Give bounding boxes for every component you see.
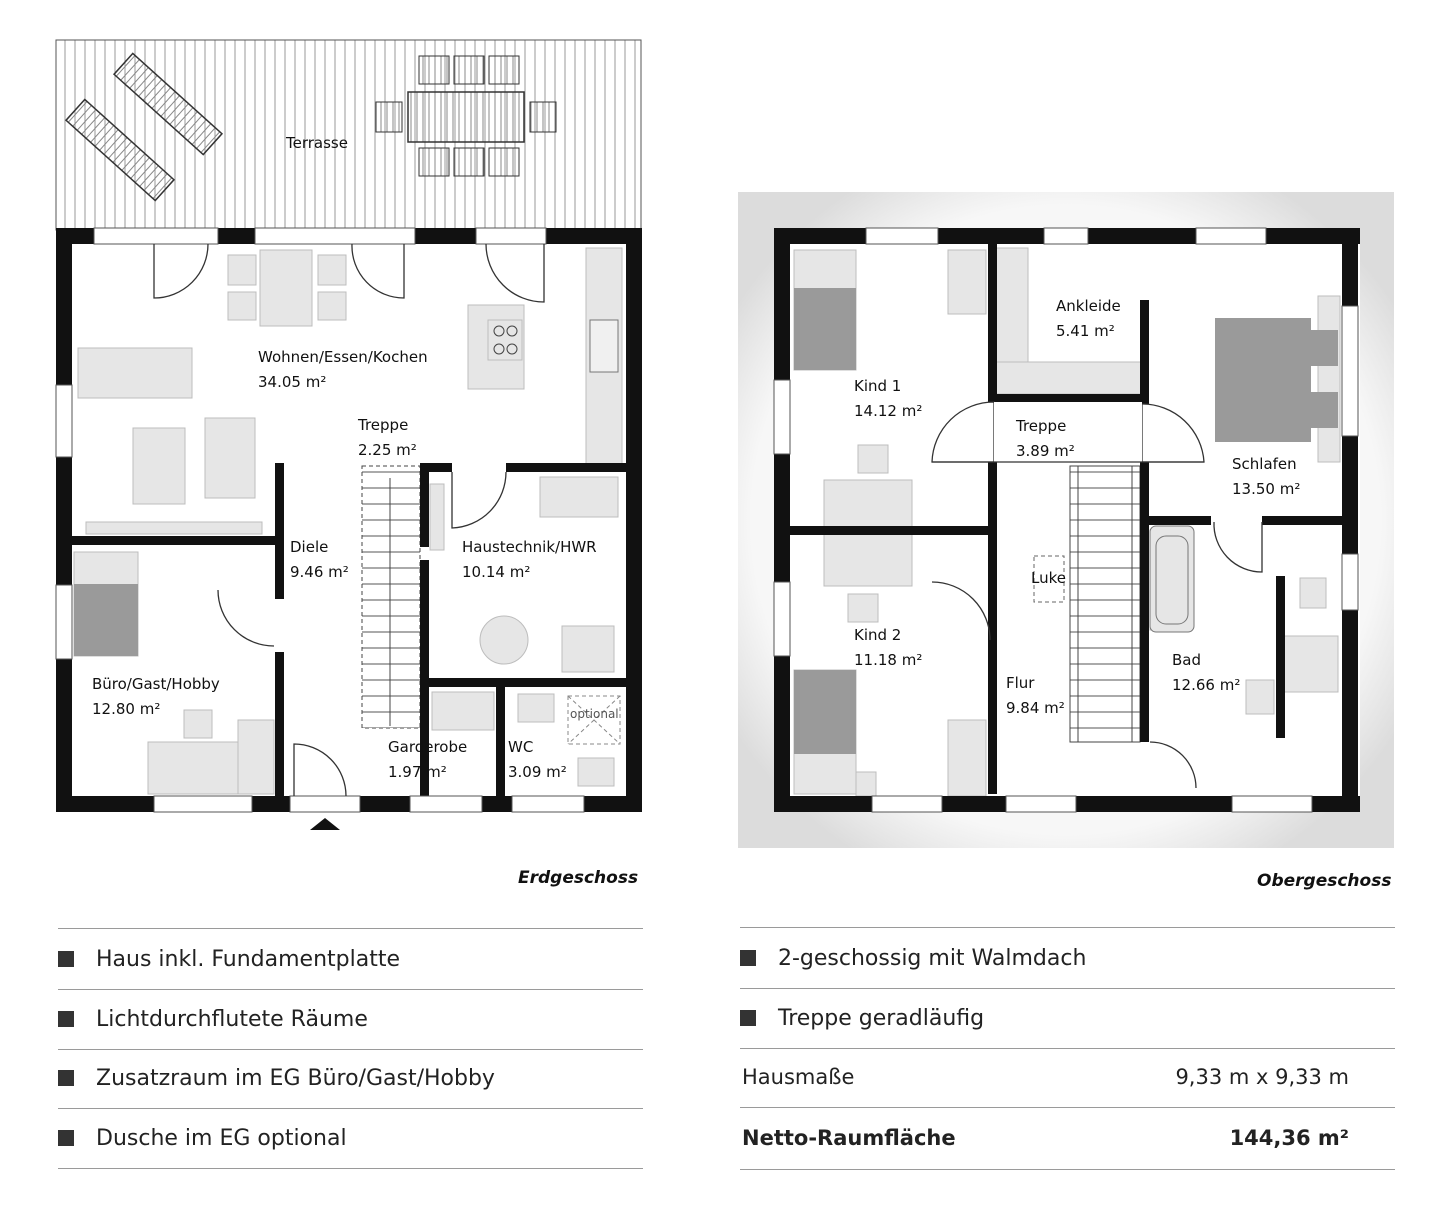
label-treppe-og: Treppe xyxy=(1016,417,1067,435)
feature-text: Zusatzraum im EG Büro/Gast/Hobby xyxy=(96,1065,495,1091)
spec-label: Netto-Raumfläche xyxy=(742,1126,956,1150)
area-treppe-eg: 2.25 m² xyxy=(358,441,417,459)
area-haustechnik: 10.14 m² xyxy=(462,563,531,581)
bullet-square-icon xyxy=(740,950,756,966)
area-schlafen: 13.50 m² xyxy=(1232,480,1301,498)
label-wc: WC xyxy=(508,738,534,756)
list-item xyxy=(58,1048,643,1109)
label-optional: optional xyxy=(570,707,619,721)
feature-text: Dusche im EG optional xyxy=(96,1125,347,1151)
spec-value: 144,36 m² xyxy=(1229,1126,1349,1150)
area-kind1: 14.12 m² xyxy=(854,402,923,420)
label-kind1: Kind 1 xyxy=(854,377,902,395)
og-stairs xyxy=(1070,466,1140,742)
label-kind2: Kind 2 xyxy=(854,626,902,644)
list-item xyxy=(58,929,643,990)
area-kind2: 11.18 m² xyxy=(854,651,923,669)
spec-row-netto xyxy=(740,1107,1395,1170)
eg-walls xyxy=(56,228,642,812)
terrace xyxy=(56,40,641,230)
feature-text: Treppe geradläufig xyxy=(778,1005,985,1031)
bullet-square-icon xyxy=(58,1011,74,1027)
bullet-square-icon xyxy=(740,1010,756,1026)
label-terrasse: Terrasse xyxy=(286,134,348,152)
list-item xyxy=(58,989,643,1050)
area-ankleide: 5.41 m² xyxy=(1056,322,1115,340)
area-treppe-og: 3.89 m² xyxy=(1016,442,1075,460)
entrance-marker xyxy=(310,818,340,830)
area-buero: 12.80 m² xyxy=(92,700,161,718)
bullet-square-icon xyxy=(58,951,74,967)
label-garderobe: Garderobe xyxy=(388,738,468,756)
bullet-square-icon xyxy=(58,1070,74,1086)
label-treppe-eg: Treppe xyxy=(358,416,409,434)
obergeschoss-plan xyxy=(738,192,1394,848)
label-luke: Luke xyxy=(1031,569,1066,587)
area-wc: 3.09 m² xyxy=(508,763,567,781)
caption-obergeschoss: Obergeschoss xyxy=(1257,871,1392,891)
list-item xyxy=(740,988,1395,1049)
label-bad: Bad xyxy=(1172,651,1202,669)
label-wohnen: Wohnen/Essen/Kochen xyxy=(258,348,428,366)
label-diele: Diele xyxy=(290,538,329,556)
area-flur: 9.84 m² xyxy=(1006,699,1065,717)
bathtub xyxy=(1150,526,1194,632)
list-item xyxy=(740,928,1395,989)
label-flur: Flur xyxy=(1006,674,1035,692)
area-garderobe: 1.97 m² xyxy=(388,763,447,781)
feature-text: Lichtdurchflutete Räume xyxy=(96,1006,368,1032)
kitchen-sink xyxy=(590,320,618,372)
label-ankleide: Ankleide xyxy=(1056,297,1121,315)
spec-value: 9,33 m x 9,33 m xyxy=(1175,1065,1349,1089)
spec-row-hausmasse xyxy=(740,1047,1395,1108)
spec-label: Hausmaße xyxy=(742,1065,855,1089)
area-diele: 9.46 m² xyxy=(290,563,349,581)
area-wohnen: 34.05 m² xyxy=(258,373,327,391)
bullet-square-icon xyxy=(58,1130,74,1146)
buero-bed xyxy=(74,552,138,656)
label-schlafen: Schlafen xyxy=(1232,455,1297,473)
list-item xyxy=(58,1108,643,1169)
feature-text: Haus inkl. Fundamentplatte xyxy=(96,946,400,972)
label-buero: Büro/Gast/Hobby xyxy=(92,675,220,693)
label-haustechnik: Haustechnik/HWR xyxy=(462,538,597,556)
eg-stairs xyxy=(362,466,420,728)
feature-text: 2-geschossig mit Walmdach xyxy=(778,945,1087,971)
area-bad: 12.66 m² xyxy=(1172,676,1241,694)
cooktop xyxy=(488,320,522,360)
caption-erdgeschoss: Erdgeschoss xyxy=(518,868,639,888)
